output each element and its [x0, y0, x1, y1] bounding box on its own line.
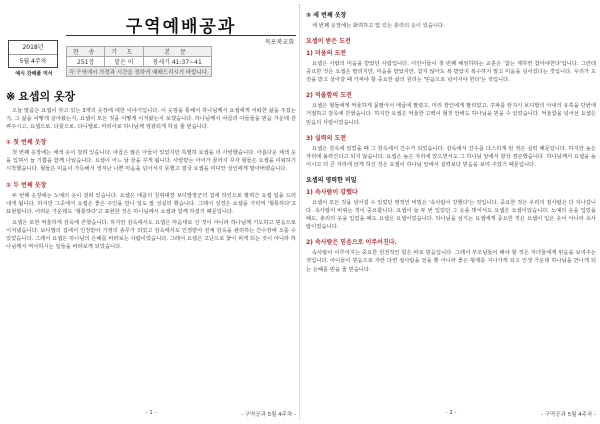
- sermon-title-text: 요셉의 옷장: [18, 90, 76, 103]
- order-table: [66, 46, 212, 77]
- footer-caption: - 구역공과 5월 4주차 -: [240, 412, 296, 418]
- date-box: [8, 40, 58, 68]
- challenges-title: 요셉이 받은 도전: [306, 38, 351, 46]
- section-2-text-2: 요셉은 또한 억울하게 감옥에 갇혔습니다. 하지만 감옥에서도 요셉은 마음대로 산 것이 아니라 하나님께 기도하고 믿음으로 이겨냈습니다. 보디발의 집에서 인정받아 가정의 총무가 되었고 감옥에서도 인정받아 전체 감옥을 관리하는 간수장에 오를 수 있었습니다. 그래서 요셉은 하나님의 은혜를 바라보는 사람이었습니다. 그래서 요셉은 고난으로 꽃이 피게 되는 것이 아니라 하나님께서 역사하시는 일들을 바라보게 되었습니다.: [6, 219, 296, 251]
- page-right: [306, 4, 596, 420]
- page-divider: [299, 4, 300, 420]
- section-1-text: 첫 번째 옷장에는 채색 옷이 걸려 있습니다. 야곱은 많은 아들이 있었지만 특별히 요셉을 더 사랑했습니다. 아름다운 채색 옷을 입혀서 늘 기쁨을 함께 나눴습니다. 요셉이 어느 날 꿈을 꾸게 됩니다. 사랑받는 아이가 꿈까지 꾸자 형들은 요셉을 미워하기 시작했습니다. 형들은 미움이 가득해서 생겨난 나쁜 마음을 넘어서지 못했고 결국 요셉을 미디안 상인에게 팔아버렸습니다.: [6, 150, 296, 173]
- church-name: 목포북교회: [265, 39, 294, 46]
- challenge-1-title: 1) 미움의 도전: [306, 50, 347, 58]
- challenge-2-text: 요셉은 형들에게 억울하게 몸팔아서 애굽에 팔렸고, 미리 장인에게 팔리었고, 주파를 탄지시 보디발의 아내의 유혹을 단번에 거절하고 감옥에 갇혔습니다. 하지만 요셉은 억울한 고백이 형것 안에도 하나님을 믿을 수 있었습니다. 억울함을 넘어선 요셉은 믿음의 사람이었습니다.: [306, 103, 596, 126]
- footer-caption: - 구역공과 5월 4주차 -: [540, 412, 596, 418]
- secret-2-title: 2) 속사람은 믿음으로 이루어진다.: [306, 239, 397, 247]
- date-year: 2018년: [22, 44, 44, 51]
- prayer-value: 맡은 이: [105, 57, 143, 67]
- right-body: [306, 4, 596, 274]
- prayer-header: 기 도: [105, 47, 143, 57]
- secret-2-text: 속사람이 이루어지는 중요한 원천적인 힘은 바로 믿음입니다. 그래서 부모님들이 해야 할 것은 자녀들에게 믿음을 보여주는 것입니다. 아이들이 믿음으로 자란 다면 절사람을 얻을 뿐 아니라 좋은 형제를 지나가게 되고 인생 가운데 하나님을 만나게 되는 은혜를 믿을 줄 믿습니다.: [306, 250, 596, 273]
- table-note: 각 구역에서 가정과 시간을 정하여 예배드리시기 바랍니다.: [67, 67, 212, 77]
- hymn-value: 251장: [67, 57, 105, 67]
- section-1-title: ① 첫 번째 옷장: [6, 139, 47, 147]
- page-left: [6, 4, 296, 420]
- hymn-header: 찬 송: [67, 47, 105, 57]
- title-rule: [66, 35, 296, 36]
- challenge-1-text: 요셉은 사람의 미움을 받았던 사람입니다. 어린이들이 첫 번째 해임하하는 교훈은 '참는 제하면 참아야한다'입니다. 그런데 중요한 것은 요셉은 말리지만, 미움을 받았지만, 참지 않아도 복 받았지 복수하지 말고 미움을 넘어섰다는 것입니다. 우리가 도전을 받고 살아갈 때 가져야 할 중요한 삶의 원리는 '믿음으로 넘어서야 한다'는 것입니다.: [306, 61, 596, 84]
- secret-1-title: 1) 속사람이 강했다: [306, 188, 358, 196]
- bulletin-title: 구역예배공과: [125, 17, 237, 37]
- challenge-3-text: 요셉은 감옥에 있었을 때 그 감옥에서 간수가 되었습니다. 감옥에서 간수를 다스리게 된 것은 실력 때문입니다. 하지만 높은 자리에 올라간다고 되지 않습니다. 요셉은 높은 자리에 앉으면서도 그 하나님 앞에서 항상 겸손했습니다. 하나님께서 요셉을 높이시고 더 큰 자리에 앉게 하신 것은 요셉이 하나님 앞에서 실력보다 믿음을 보여 주었기 때문입니다.: [306, 145, 596, 168]
- date-week: 5월 4주차: [9, 54, 57, 68]
- intro-paragraph: 오늘 말씀은 요셉이 갖고 있는 3개의 옷장에 대한 이야기입니다. 이 옷장을 통해서 하나님께서 요셉에게 어떠한 삶을 주셨는지, 그 삶을 어떻게 살아왔는지, 요셉이 모든 것을 어떻게 이겨왔는지 보겠습니다. 하나님께서 야곱과 아들들을 믿음 가운데 감싸주시고, 요셉으로, 다윗으로, 다니엘로, 마리아로 하나님께 영광되게 하실 줄 믿습니다.: [6, 108, 296, 131]
- section-2-text-1: 두 번째 옷장에는 노예의 옷이 걸려 있습니다. 요셉은 애굽의 친위대장 보디발장군의 집에 하인으로 팔려간 요셉 일을 드러내게 됩니다. 하지만 그곳에서 요셉은 좋은 주인을 만나 일도 잘 성실히 했습니다. 그래서 성경은 요셉을 가리켜 '형통하다'고 표현합니다. 어려운 가운데도 '형통하다'고 표현한 것은 하나님께서 요셉과 함께 하셨기 때문입니다.: [6, 192, 296, 215]
- page-number: - 1 -: [145, 410, 157, 416]
- secret-1-text: 요셉이 모든 것을 넘어설 수 있었던 영적인 비밀은 '속사람이 강했다'는 것입니다. 중요한 것은 우리의 겉사람은 다 지나갑니다. 속사람이 바뀌는 것이 중요합니다. 요셉이 늘 두 번 입었던 그 옷을 벗어서도 요셉은 요셉이었습니다. 노예의 옷을 입었을 때도, 총리의 옷을 입었을 때도 요셉은 요셉이었습니다. 하나님을 섬기는 요셉에게 중요한 것은 요셉이 입은 옷이 아니라 속사람이었습니다.: [306, 199, 596, 231]
- sermon-title: [6, 88, 296, 104]
- section-3-text: 세 번째 옷장에는 화려하고 빛 있는 총리의 옷이 있습니다.: [312, 23, 445, 29]
- section-2-title: ② 두 번째 옷장: [6, 181, 47, 189]
- footer-right: [306, 410, 596, 420]
- footer-left: [6, 410, 296, 420]
- page-number: - 2 -: [445, 410, 457, 416]
- secret-title: 요셉의 영력한 비밀: [306, 176, 357, 184]
- challenge-3-title: 3) 실력의 도전: [306, 134, 347, 142]
- bulletin-header: [6, 4, 296, 82]
- worship-note: 예식 강해풀 먹서: [15, 71, 53, 77]
- section-3-title: ③ 세 번째 옷장: [306, 12, 347, 19]
- scripture-value: 창세기 41:37~41: [143, 57, 211, 67]
- reference-mark-icon: ※: [6, 90, 16, 103]
- scripture-header: 본 문: [143, 47, 211, 57]
- challenge-2-title: 2) 억울함의 도전: [306, 92, 352, 100]
